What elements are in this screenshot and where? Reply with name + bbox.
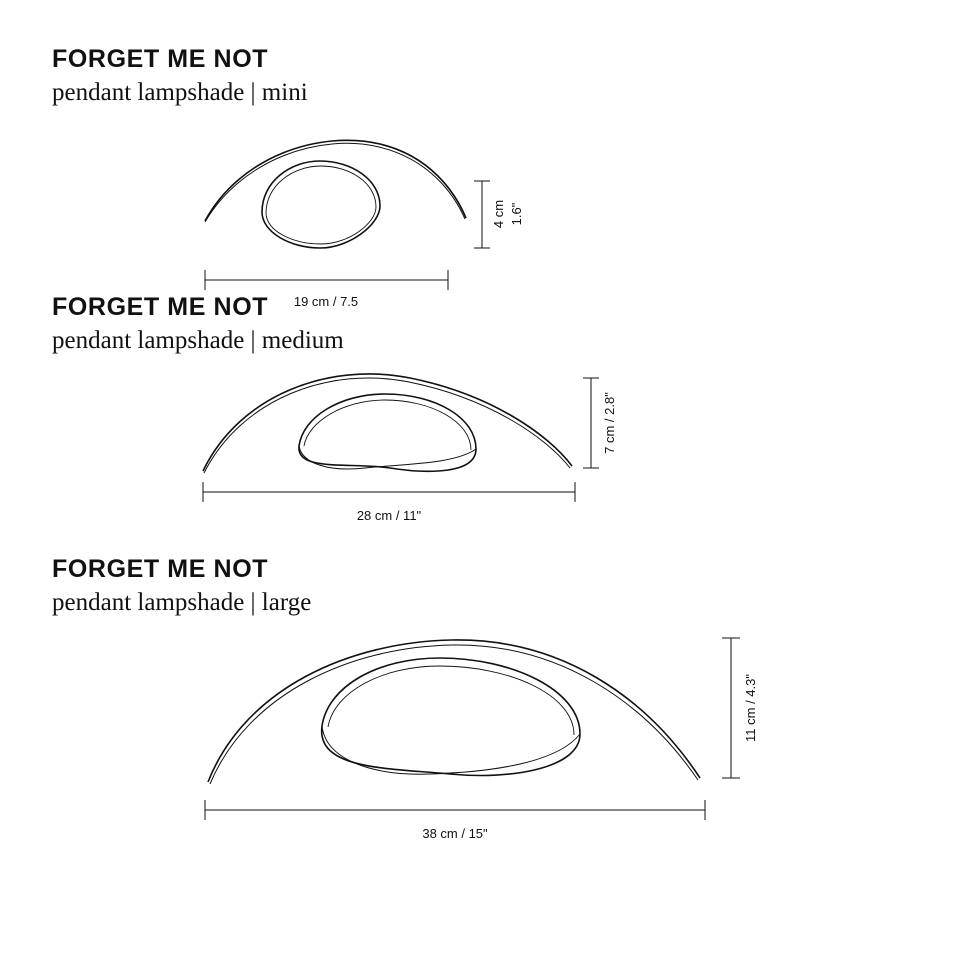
shade-body-outline xyxy=(299,394,476,471)
height-dimension-label-inches: 1.6" xyxy=(509,202,524,226)
product-title: FORGET ME NOT xyxy=(52,555,269,583)
shade-body-outline xyxy=(262,161,380,248)
height-dimension-label: 11 cm / 4.3" xyxy=(743,674,758,742)
product-title: FORGET ME NOT xyxy=(52,45,269,73)
height-dimension-label: 4 cm xyxy=(491,199,506,229)
product-subtitle: pendant lampshade | mini xyxy=(52,78,308,106)
width-dimension-label: 28 cm / 11" xyxy=(356,508,422,523)
width-dimension-label: 38 cm / 15" xyxy=(422,826,488,841)
lampshade-drawing-medium xyxy=(0,294,960,554)
width-dimension-label: 19 cm / 7.5 xyxy=(293,294,359,309)
product-subtitle: pendant lampshade | large xyxy=(52,588,312,616)
product-title: FORGET ME NOT xyxy=(52,293,269,321)
product-subtitle: pendant lampshade | medium xyxy=(52,326,344,354)
lampshade-drawing-large xyxy=(0,556,960,856)
height-dimension-label: 7 cm / 2.8" xyxy=(602,392,617,454)
